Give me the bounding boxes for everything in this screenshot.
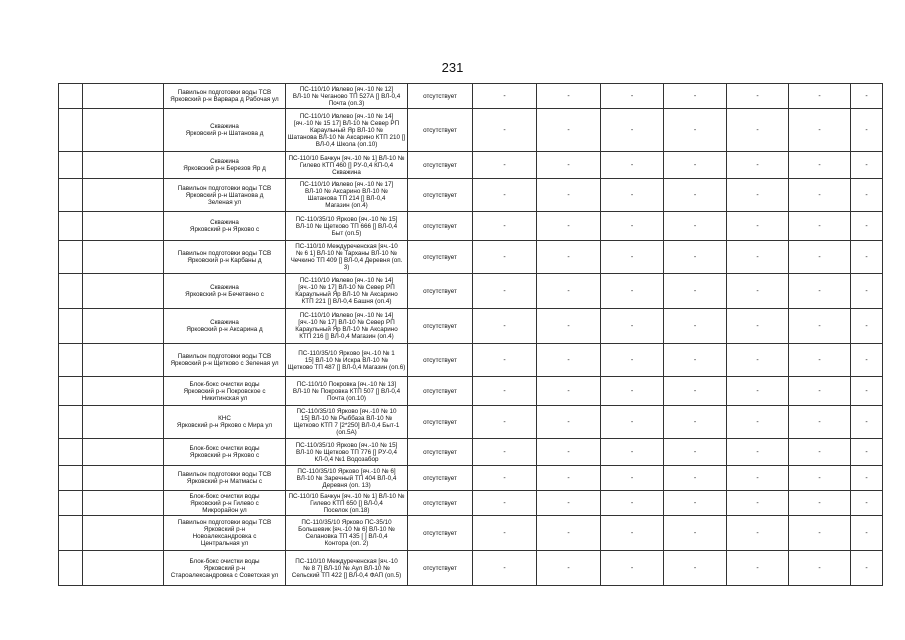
dash-cell: - [789,491,851,516]
dash-cell: - [537,179,601,212]
status-cell: отсутствует [408,344,473,377]
dash-cell: - [789,84,851,109]
dash-cell: - [851,466,883,491]
dash-cell: - [851,152,883,179]
object-cell: Павильон подготовки воды ТСВ Ярковский р-н Щетково с Зеленая ул [164,344,286,377]
dash-cell: - [851,377,883,406]
object-cell: Павильон подготовки воды ТСВ Ярковский р-н Шатанова д Зеленая ул [164,179,286,212]
dash-cell: - [473,439,537,466]
status-cell: отсутствует [408,406,473,439]
empty-cell [83,439,164,466]
row-number-cell [59,179,83,212]
dash-cell: - [664,84,727,109]
dash-cell: - [851,439,883,466]
table-row [59,406,883,439]
dash-cell: - [664,406,727,439]
dash-cell: - [473,241,537,274]
dash-cell: - [473,109,537,152]
dash-cell: - [789,406,851,439]
object-cell: Павильон подготовки воды ТСВ Ярковский р-н Варвара д Рабочая ул [164,84,286,109]
dash-cell: - [851,274,883,309]
supply-source-cell: ПС-110/35/10 Ярково [яч.-10 № 15] ВЛ-10 № Щетково ТП 776 [] РУ-0,4 КЛ-0,4 №1 Водозабор [286,439,408,466]
row-number-cell [59,466,83,491]
dash-cell: - [664,109,727,152]
status-cell: отсутствует [408,241,473,274]
dash-cell: - [601,516,664,551]
object-cell: Скважина Ярковский р-н Березов Яр д [164,152,286,179]
dash-cell: - [727,241,789,274]
dash-cell: - [664,274,727,309]
table-row [59,84,883,109]
row-number-cell [59,344,83,377]
row-number-cell [59,152,83,179]
empty-cell [83,109,164,152]
dash-cell: - [789,309,851,344]
dash-cell: - [537,491,601,516]
empty-cell [83,406,164,439]
object-cell: Скважина Ярковский р-н Шатанова д [164,109,286,152]
dash-cell: - [664,377,727,406]
dash-cell: - [601,212,664,241]
supply-source-cell: ПС-110/10 Покровка [яч.-10 № 13] ВЛ-10 № Покровка КТП 507 [] ВЛ-0,4 Почта (оп.10) [286,377,408,406]
table-row [59,516,883,551]
empty-cell [83,212,164,241]
supply-source-cell: ПС-110/10 Междуреченская [яч.-10 № 6 1] ВЛ-10 № Тарханы ВЛ-10 № Чечкино ТП 409 [] ВЛ-0,4 Деревня (оп. 3) [286,241,408,274]
table-row [59,466,883,491]
dash-cell: - [727,551,789,586]
dash-cell: - [727,109,789,152]
dash-cell: - [664,309,727,344]
dash-cell: - [851,212,883,241]
dash-cell: - [537,84,601,109]
supply-source-cell: ПС-110/10 Бачкун [яч.-10 № 1] ВЛ-10 № Гилево КТП 650 [] ВЛ-0,4 Поселок (оп.18) [286,491,408,516]
dash-cell: - [601,84,664,109]
dash-cell: - [473,491,537,516]
dash-cell: - [537,516,601,551]
dash-cell: - [727,84,789,109]
dash-cell: - [664,152,727,179]
dash-cell: - [789,152,851,179]
dash-cell: - [601,491,664,516]
dash-cell: - [727,377,789,406]
row-number-cell [59,274,83,309]
status-cell: отсутствует [408,84,473,109]
dash-cell: - [664,491,727,516]
dash-cell: - [473,179,537,212]
table-row [59,344,883,377]
dash-cell: - [537,274,601,309]
supply-source-cell: ПС-110/10 Междуреченская [яч.-10 № 8 7] ВЛ-10 № Аул ВЛ-10 № Сельский ТП 422 [] ВЛ-0,4 ФАП (оп.5) [286,551,408,586]
dash-cell: - [601,406,664,439]
dash-cell: - [789,516,851,551]
supply-source-cell: ПС-110/35/10 Ярково ПС-35/10 Большевик [яч.-10 № 6] ВЛ-10 № Селановка ТП 435 [ ] ВЛ-0,4 Контора (оп. 2) [286,516,408,551]
status-cell: отсутствует [408,152,473,179]
dash-cell: - [727,516,789,551]
supply-source-cell: ПС-110/10 Ивлево [яч.-10 № 14] [яч.-10 № 17] ВЛ-10 № Север РП Караульный Яр ВЛ-10 № Аксарино КТП 216 [] ВЛ-0,4 Магазин (оп.4) [286,309,408,344]
dash-cell: - [473,551,537,586]
status-cell: отсутствует [408,551,473,586]
dash-cell: - [601,344,664,377]
dash-cell: - [537,377,601,406]
empty-cell [83,152,164,179]
empty-cell [83,491,164,516]
object-cell: Скважина Ярковский р-н Бечетвено с [164,274,286,309]
table-row [59,274,883,309]
status-cell: отсутствует [408,439,473,466]
dash-cell: - [473,212,537,241]
status-cell: отсутствует [408,466,473,491]
table-row [59,439,883,466]
status-cell: отсутствует [408,309,473,344]
status-cell: отсутствует [408,274,473,309]
supply-source-cell: ПС-110/10 Бачкун [яч.-10 № 1] ВЛ-10 № Гилево КТП 460 [] РУ-0,4 КП-0,4 Скважина [286,152,408,179]
supply-source-cell: ПС-110/10 Ивлево [яч.-10 № 14] [яч.-10 № 17] ВЛ-10 № Север РП Караульный Яр ВЛ-10 № Аксарино КТП 221 [] ВЛ-0,4 Башня (оп.4) [286,274,408,309]
dash-cell: - [601,439,664,466]
dash-cell: - [851,179,883,212]
dash-cell: - [537,466,601,491]
supply-source-cell: ПС-110/35/10 Ярково [яч.-10 № 6] ВЛ-10 № Заречный ТП 404 ВЛ-0,4 Деревня (оп. 13) [286,466,408,491]
dash-cell: - [789,109,851,152]
dash-cell: - [851,84,883,109]
dash-cell: - [727,439,789,466]
empty-cell [83,309,164,344]
dash-cell: - [537,241,601,274]
dash-cell: - [789,344,851,377]
dash-cell: - [789,377,851,406]
dash-cell: - [664,344,727,377]
row-number-cell [59,491,83,516]
dash-cell: - [537,212,601,241]
supply-source-cell: ПС-110/10 Ивлево [яч.-10 № 12] ВЛ-10 № Чеганово ТП 527А [] ВЛ-0,4 Почта (оп.3) [286,84,408,109]
row-number-cell [59,377,83,406]
row-number-cell [59,551,83,586]
dash-cell: - [727,406,789,439]
dash-cell: - [727,152,789,179]
object-cell: Блок-бокс очистки воды Ярковский р-н Покровское с Никитинская ул [164,377,286,406]
table-row [59,179,883,212]
supply-source-cell: ПС-110/35/10 Ярково [яч.-10 № 1 15] ВЛ-10 № Искра ВЛ-10 № Щетково ТП 487 [] ВЛ-0,4 Магазин (оп.6) [286,344,408,377]
dash-cell: - [664,439,727,466]
dash-cell: - [851,516,883,551]
dash-cell: - [473,152,537,179]
dash-cell: - [601,466,664,491]
empty-cell [83,516,164,551]
dash-cell: - [789,241,851,274]
row-number-cell [59,439,83,466]
dash-cell: - [473,516,537,551]
dash-cell: - [727,491,789,516]
dash-cell: - [727,309,789,344]
dash-cell: - [537,439,601,466]
table-row [59,212,883,241]
table-row [59,109,883,152]
empty-cell [83,179,164,212]
object-cell: Скважина Ярковский р-н Аксарина д [164,309,286,344]
status-cell: отсутствует [408,109,473,152]
status-cell: отсутствует [408,377,473,406]
dash-cell: - [789,274,851,309]
dash-cell: - [537,344,601,377]
supply-source-cell: ПС-110/35/10 Ярково [яч.-10 № 15] ВЛ-10 № Щетково ТП 666 [] ВЛ-0,4 Быт (оп.5) [286,212,408,241]
dash-cell: - [473,377,537,406]
object-cell: Блок-бокс очистки воды Ярковский р-н Староалександровка с Советская ул [164,551,286,586]
empty-cell [83,551,164,586]
dash-cell: - [537,309,601,344]
object-cell: Блок-бокс очистки воды Ярковский р-н Гилево с Микрорайон ул [164,491,286,516]
object-cell: КНС Ярковский р-н Ярково с Мира ул [164,406,286,439]
dash-cell: - [851,344,883,377]
table-row [59,377,883,406]
row-number-cell [59,109,83,152]
dash-cell: - [664,179,727,212]
dash-cell: - [601,241,664,274]
dash-cell: - [851,109,883,152]
page-number: 231 [441,60,464,75]
dash-cell: - [789,551,851,586]
dash-cell: - [473,84,537,109]
empty-cell [83,377,164,406]
dash-cell: - [727,344,789,377]
table-row [59,241,883,274]
empty-cell [83,274,164,309]
object-cell: Павильон подготовки воды ТСВ Ярковский р-н Новоалександровка с Центральная ул [164,516,286,551]
data-table [58,83,883,586]
dash-cell: - [537,152,601,179]
table-row [59,491,883,516]
row-number-cell [59,406,83,439]
dash-cell: - [601,109,664,152]
status-cell: отсутствует [408,179,473,212]
dash-cell: - [473,406,537,439]
dash-cell: - [601,274,664,309]
dash-cell: - [601,377,664,406]
object-cell: Блок-бокс очистки воды Ярковский р-н Ярково с [164,439,286,466]
supply-source-cell: ПС-110/10 Ивлево [яч.-10 № 17] ВЛ-10 № Аксарино ВЛ-10 № Шатанова ТП 214 [] ВЛ-0,4 Магазин (оп.4) [286,179,408,212]
dash-cell: - [537,109,601,152]
status-cell: отсутствует [408,212,473,241]
dash-cell: - [727,179,789,212]
dash-cell: - [851,309,883,344]
dash-cell: - [473,309,537,344]
dash-cell: - [537,406,601,439]
dash-cell: - [473,466,537,491]
table-row [59,309,883,344]
row-number-cell [59,516,83,551]
dash-cell: - [664,516,727,551]
status-cell: отсутствует [408,516,473,551]
dash-cell: - [789,466,851,491]
table-row [59,152,883,179]
dash-cell: - [601,152,664,179]
dash-cell: - [664,212,727,241]
row-number-cell [59,309,83,344]
status-cell: отсутствует [408,491,473,516]
supply-source-cell: ПС-110/35/10 Ярково [яч.-10 № 10 15] ВЛ-10 № Рыббаза ВЛ-10 № Щетково КТП 7 [2*250] ВЛ-0,4 Быт-1 (оп.5А) [286,406,408,439]
row-number-cell [59,212,83,241]
dash-cell: - [473,274,537,309]
dash-cell: - [851,551,883,586]
dash-cell: - [664,551,727,586]
empty-cell [83,466,164,491]
object-cell: Скважина Ярковский р-н Ярково с [164,212,286,241]
dash-cell: - [601,179,664,212]
dash-cell: - [851,241,883,274]
table-body [59,84,883,586]
row-number-cell [59,84,83,109]
object-cell: Павильон подготовки воды ТСВ Ярковский р-н Матмасы с [164,466,286,491]
dash-cell: - [601,551,664,586]
table-row [59,551,883,586]
dash-cell: - [664,466,727,491]
empty-cell [83,84,164,109]
dash-cell: - [789,439,851,466]
dash-cell: - [473,344,537,377]
empty-cell [83,344,164,377]
dash-cell: - [727,466,789,491]
dash-cell: - [851,491,883,516]
object-cell: Павильон подготовки воды ТСВ Ярковский р-н Карбаны д [164,241,286,274]
dash-cell: - [537,551,601,586]
dash-cell: - [601,309,664,344]
dash-cell: - [664,241,727,274]
supply-source-cell: ПС-110/10 Ивлево [яч.-10 № 14] [яч.-10 № 15 17] ВЛ-10 № Север РП Караульный Яр ВЛ-10 № Шатанова ВЛ-10 № Аксарино КТП 210 [] ВЛ-0,4 Школа (оп.10) [286,109,408,152]
dash-cell: - [789,179,851,212]
dash-cell: - [727,274,789,309]
empty-cell [83,241,164,274]
dash-cell: - [789,212,851,241]
row-number-cell [59,241,83,274]
dash-cell: - [727,212,789,241]
dash-cell: - [851,406,883,439]
